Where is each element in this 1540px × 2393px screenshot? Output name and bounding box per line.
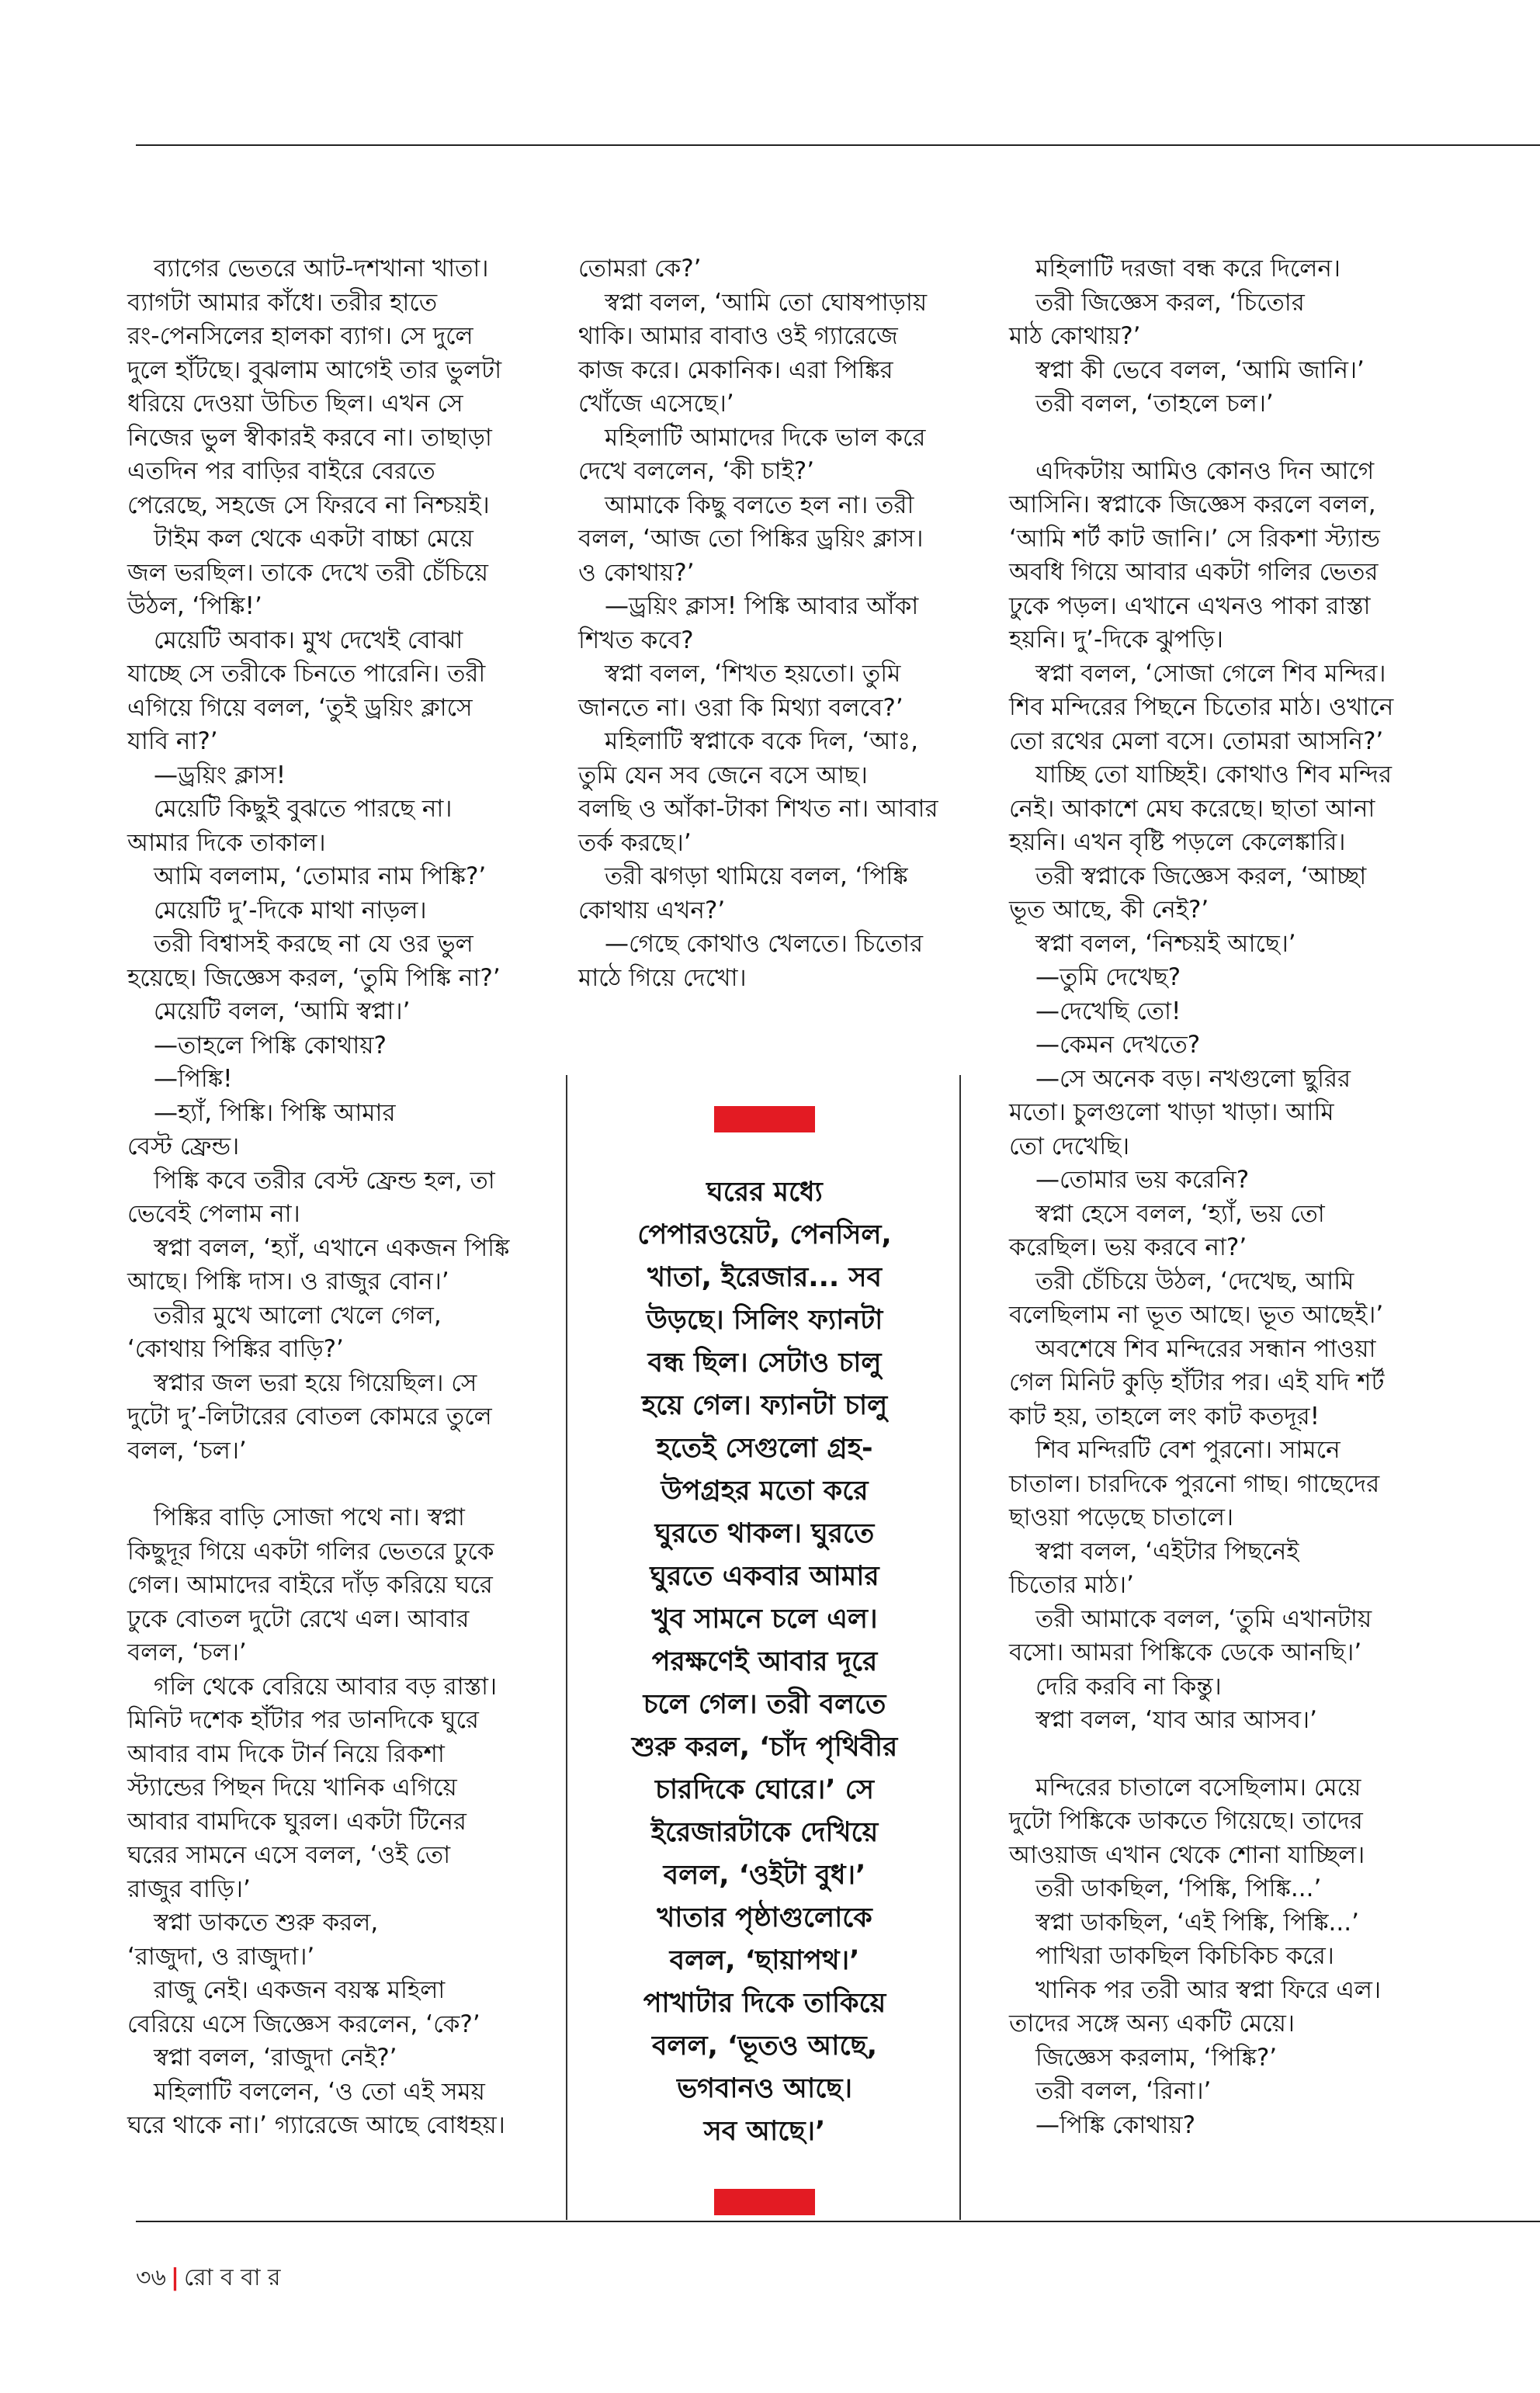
text-line: স্ট্যান্ডের পিছন দিয়ে খানিক এগিয়ে xyxy=(127,1774,457,1802)
text-line: রং-পেনসিলের হালকা ব্যাগ। সে দুলে xyxy=(127,322,473,350)
text-line: অবশেষে শিব মন্দিরের সন্ধান পাওয়া xyxy=(1035,1334,1376,1363)
text-line: ব্যাগটা আমার কাঁধে। তরীর হাতে xyxy=(127,288,438,317)
text-line: অবধি গিয়ে আবার একটা গলির ভেতর xyxy=(1009,558,1379,586)
text-line: যাচ্ছি তো যাচ্ছিই। কোথাও শিব মন্দির xyxy=(1035,761,1393,789)
text-line: টাইম কল থেকে একটা বাচ্চা মেয়ে xyxy=(154,525,473,553)
text-line: রাজুর বাড়ি।’ xyxy=(127,1875,251,1903)
text-line: স্বপ্না ডাকছিল, ‘এই পিঙ্কি, পিঙ্কি...’ xyxy=(1035,1908,1359,1937)
text-line: আবার বামদিকে ঘুরল। একটা টিনের xyxy=(127,1807,467,1836)
pull-quote xyxy=(578,1106,951,2215)
text-line: কাট হয়, তাহলে লং কাট কতদূর! xyxy=(1009,1402,1320,1431)
text-line: শিব মন্দিরটি বেশ পুরনো। সামনে xyxy=(1035,1436,1341,1464)
text-line: —ড্রয়িং ক্লাস! xyxy=(154,761,286,789)
text-column-3 xyxy=(1009,252,1537,2142)
text-line: পাখিরা ডাকছিল কিচিকিচ করে। xyxy=(1035,1942,1334,1970)
text-line: চাতাল। চারদিকে পুরনো গাছ। গাছেদের xyxy=(1009,1469,1380,1498)
text-line: কিছুদূর গিয়ে একটা গলির ভেতরে ঢুকে xyxy=(127,1537,494,1566)
text-column-2 xyxy=(578,252,943,995)
text-line: ঢুকে বোতল দুটো রেখে এল। আবার xyxy=(127,1604,470,1633)
pull-quote-line: ঘুরতে থাকল। ঘুরতে xyxy=(654,1518,875,1549)
text-line: জানতে না। ওরা কি মিথ্যা বলবে?’ xyxy=(578,693,904,722)
text-line: শিব মন্দিরের পিছনে চিতোর মাঠ। ওখানে xyxy=(1009,693,1394,721)
text-line: বলছি ও আঁকা-টাকা শিখত না। আবার xyxy=(578,795,938,823)
text-line: যাবি না?’ xyxy=(127,727,218,755)
column-divider-left xyxy=(566,1075,567,2220)
text-line: তরী আমাকে বলল, ‘তুমি এখানটায় xyxy=(1035,1604,1372,1633)
text-line: দেখে বললেন, ‘কী চাই?’ xyxy=(578,457,815,485)
text-line: —গেছে কোথাও খেলতে। চিতোর xyxy=(605,930,924,958)
text-line: শিখত কবে? xyxy=(578,626,694,654)
text-line: এতদিন পর বাড়ির বাইরে বেরতে xyxy=(127,457,435,485)
text-line: গলি থেকে বেরিয়ে আবার বড় রাস্তা। xyxy=(154,1672,498,1701)
text-line: মেয়েটি দু’-দিকে মাথা নাড়ল। xyxy=(154,896,427,924)
pull-quote-line: ঘুরতে একবার আমার xyxy=(650,1561,879,1592)
text-line: এগিয়ে গিয়ে বলল, ‘তুই ড্রয়িং ক্লাসে xyxy=(127,693,473,722)
text-line: বসো। আমরা পিঙ্কিকে ডেকে আনছি।’ xyxy=(1009,1639,1362,1666)
text-line: আওয়াজ এখান থেকে শোনা যাচ্ছিল। xyxy=(1009,1840,1365,1869)
text-column-1 xyxy=(127,252,523,2143)
text-line: ‘কোথায় পিঙ্কির বাড়ি?’ xyxy=(127,1335,344,1363)
text-line: —তাহলে পিঙ্কি কোথায়? xyxy=(154,1031,387,1060)
text-line: মন্দিরের চাতালে বসেছিলাম। মেয়ে xyxy=(1035,1773,1361,1802)
text-line: মহিলাটি স্বপ্নাকে বকে দিল, ‘আঃ, xyxy=(605,727,918,755)
text-line: —পিঙ্কি কোথায়? xyxy=(1035,2110,1196,2139)
text-line: মহিলাটি আমাদের দিকে ভাল করে xyxy=(605,423,926,452)
text-line: জল ভরছিল। তাকে দেখে তরী চেঁচিয়ে xyxy=(127,558,488,587)
text-line: —তুমি দেখেছ? xyxy=(1035,963,1181,991)
pull-quote-line: চারদিকে ঘোরে।’ সে xyxy=(654,1774,875,1805)
text-line: থাকি। আমার বাবাও ওই গ্যারেজে xyxy=(578,322,898,350)
text-line: গেল। আমাদের বাইরে দাঁড় করিয়ে ঘরে xyxy=(127,1571,493,1599)
text-line: মহিলাটি দরজা বন্ধ করে দিলেন। xyxy=(1035,255,1341,283)
text-line: স্বপ্না বলল, ‘এইটার পিছনেই xyxy=(1035,1537,1299,1566)
text-line: মিনিট দশেক হাঁটার পর ডানদিকে ঘুরে xyxy=(127,1706,479,1734)
text-line: যাচ্ছে সে তরীকে চিনতে পারেনি। তরী xyxy=(127,660,486,688)
text-line: বলল, ‘চল।’ xyxy=(127,1639,247,1666)
pull-quote-line: ইরেজারটাকে দেখিয়ে xyxy=(650,1817,879,1848)
text-line: নিজের ভুল স্বীকারই করবে না। তাছাড়া xyxy=(127,423,492,452)
text-line: ভেবেই পেলাম না। xyxy=(127,1200,300,1228)
text-line: ধরিয়ে দেওয়া উচিত ছিল। এখন সে xyxy=(127,390,463,418)
text-line: স্বপ্না কী ভেবে বলল, ‘আমি জানি।’ xyxy=(1035,355,1365,384)
text-line: হয়নি। দু’-দিকে ঝুপড়ি। xyxy=(1009,626,1223,654)
text-line: দুটো দু’-লিটারের বোতল কোমরে তুলে xyxy=(127,1403,492,1431)
pull-quote-line: হতেই সেগুলো গ্রহ- xyxy=(656,1433,873,1464)
pull-quote-text xyxy=(578,1171,951,2153)
text-line: বলল, ‘আজ তো পিঙ্কির ড্রয়িং ক্লাস। xyxy=(578,525,924,553)
text-line: —হ্যাঁ, পিঙ্কি। পিঙ্কি আমার xyxy=(154,1098,396,1127)
text-line: ‘রাজুদা, ও রাজুদা।’ xyxy=(127,1942,315,1971)
text-line: তরী জিজ্ঞেস করল, ‘চিতোর xyxy=(1035,288,1305,317)
pull-quote-top-bar xyxy=(714,1106,815,1132)
text-line: তরীর মুখে আলো খেলে গেল, xyxy=(154,1301,442,1330)
text-line: তো রথের মেলা বসে। তোমরা আসনি?’ xyxy=(1009,727,1384,755)
text-line: উঠল, ‘পিঙ্কি!’ xyxy=(127,592,262,620)
text-line: স্বপ্না বলল, ‘রাজুদা নেই?’ xyxy=(154,2044,397,2072)
text-line: মেয়েটি কিছুই বুঝতে পারছে না। xyxy=(154,795,453,823)
text-line: আসিনি। স্বপ্নাকে জিজ্ঞেস করলে বলল, xyxy=(1009,491,1376,518)
text-line: স্বপ্না বলল, ‘আমি তো ঘোষপাড়ায় xyxy=(605,288,928,317)
text-line: স্বপ্নার জল ভরা হয়ে গিয়েছিল। সে xyxy=(154,1368,477,1397)
text-line: খোঁজে এসেছে।’ xyxy=(578,390,734,418)
text-line: রাজু নেই। একজন বয়স্ক মহিলা xyxy=(154,1976,446,2004)
pull-quote-line: খুব সামনে চলে এল। xyxy=(651,1604,878,1635)
pull-quote-line: বলল, ‘ভূতও আছে, xyxy=(651,2031,878,2062)
pull-quote-line: পেপারওয়েট, পেনসিল, xyxy=(637,1219,892,1250)
text-line: দেরি করবি না কিন্তু। xyxy=(1035,1672,1222,1701)
text-line: করেছিল। ভয় করবে না?’ xyxy=(1009,1233,1247,1261)
text-line: স্বপ্না বলল, ‘যাব আর আসব।’ xyxy=(1035,1706,1317,1734)
pull-quote-line: চলে গেল। তরী বলতে xyxy=(643,1689,886,1720)
text-line: বলেছিলাম না ভূত আছে। ভূত আছেই।’ xyxy=(1009,1301,1384,1329)
text-line: হয়নি। এখন বৃষ্টি পড়লে কেলেঙ্কারি। xyxy=(1009,828,1346,856)
text-line: স্বপ্না বলল, ‘সোজা গেলে শিব মন্দির। xyxy=(1035,659,1386,688)
text-line: দুলে হাঁটছে। বুঝলাম আগেই তার ভুলটা xyxy=(127,355,502,384)
text-line: স্বপ্না ডাকতে শুরু করল, xyxy=(154,1909,379,1937)
text-line: হয়েছে। জিজ্ঞেস করল, ‘তুমি পিঙ্কি না?’ xyxy=(127,963,501,992)
text-line: এদিকটায় আমিও কোনও দিন আগে xyxy=(1035,456,1375,485)
pull-quote-line: শুরু করল, ‘চাঁদ পৃথিবীর xyxy=(631,1732,898,1763)
text-line: মেয়েটি বলল, ‘আমি স্বপ্না।’ xyxy=(154,997,411,1025)
text-line: আছে। পিঙ্কি দাস। ও রাজুর বোন।’ xyxy=(127,1268,449,1295)
text-line: নেই। আকাশে মেঘ করেছে। ছাতা আনা xyxy=(1009,794,1375,823)
text-line: পিঙ্কির বাড়ি সোজা পথে না। স্বপ্না xyxy=(154,1503,465,1531)
text-line: আমাকে কিছু বলতে হল না। তরী xyxy=(605,491,914,519)
text-line: তরী ঝগড়া থামিয়ে বলল, ‘পিঙ্কি xyxy=(605,862,908,890)
top-rule xyxy=(136,144,1540,146)
text-line: তরী চেঁচিয়ে উঠল, ‘দেখেছ, আমি xyxy=(1035,1267,1354,1295)
text-line: স্বপ্না বলল, ‘শিখত হয়তো। তুমি xyxy=(605,660,901,688)
pull-quote-line: ভগবানও আছে। xyxy=(676,2073,853,2104)
text-line: ছাওয়া পড়েছে চাতালে। xyxy=(1009,1503,1234,1531)
text-line: তরী স্বপ্নাকে জিজ্ঞেস করল, ‘আচ্ছা xyxy=(1035,862,1367,890)
pull-quote-bottom-bar xyxy=(714,2189,815,2215)
text-line: ‘আমি শর্ট কাট জানি।’ সে রিকশা স্ট্যান্ড xyxy=(1009,524,1380,553)
text-line: পেরেছে, সহজে সে ফিরবে না নিশ্চয়ই। xyxy=(127,491,490,519)
text-line: —পিঙ্কি! xyxy=(154,1065,233,1093)
text-line: ঘরে থাকে না।’ গ্যারেজে আছে বোধহয়। xyxy=(127,2111,505,2139)
text-line: —দেখেছি তো! xyxy=(1035,997,1181,1025)
text-line: ভূত আছে, কী নেই?’ xyxy=(1009,896,1209,924)
text-line: —কেমন দেখতে? xyxy=(1035,1031,1201,1059)
text-line: —সে অনেক বড়। নখগুলো ছুরির xyxy=(1035,1064,1351,1093)
text-line: ঘরের সামনে এসে বলল, ‘ওই তো xyxy=(127,1841,451,1869)
text-line: স্বপ্না হেসে বলল, ‘হ্যাঁ, ভয় তো xyxy=(1035,1199,1325,1228)
text-line: —ড্রয়িং ক্লাস! পিঙ্কি আবার আঁকা xyxy=(605,592,919,620)
pull-quote-line: হয়ে গেল। ফ্যানটা চালু xyxy=(641,1390,888,1421)
pull-quote-line: বলল, ‘ওইটা বুধ।’ xyxy=(663,1860,866,1891)
text-line: তো দেখেছি। xyxy=(1009,1132,1130,1160)
pull-quote-line: উড়ছে। সিলিং ফ্যানটা xyxy=(646,1305,883,1336)
pull-quote-line: সব আছে।’ xyxy=(703,2116,826,2147)
footer-separator: | xyxy=(171,2264,179,2291)
text-line: মহিলাটি বললেন, ‘ও তো এই সময় xyxy=(154,2077,485,2106)
text-line: বলল, ‘চল।’ xyxy=(127,1436,247,1465)
text-line: মতো। চুলগুলো খাড়া খাড়া। আমি xyxy=(1009,1098,1334,1126)
text-line: গেল মিনিট কুড়ি হাঁটার পর। এই যদি শর্ট xyxy=(1009,1368,1385,1396)
text-line: তরী বলল, ‘তাহলে চল।’ xyxy=(1035,390,1274,418)
pull-quote-line: উপগ্রহর মতো করে xyxy=(661,1476,869,1507)
text-line: ঢুকে পড়ল। এখানে এখনও পাকা রাস্তা xyxy=(1009,591,1371,620)
text-line: জিজ্ঞেস করলাম, ‘পিঙ্কি?’ xyxy=(1035,2043,1278,2072)
pull-quote-line: বন্ধ ছিল। সেটাও চালু xyxy=(647,1347,882,1379)
text-line: তোমরা কে?’ xyxy=(578,255,702,283)
column-divider-right xyxy=(959,1075,961,2220)
text-line: পিঙ্কি কবে তরীর বেস্ট ফ্রেন্ড হল, তা xyxy=(154,1166,495,1195)
text-line: বেস্ট ফ্রেন্ড। xyxy=(127,1132,240,1160)
text-line: কাজ করে। মেকানিক। এরা পিঙ্কির xyxy=(578,355,893,384)
pull-quote-line: খাতা, ইরেজার... সব xyxy=(647,1262,882,1293)
magazine-name: রো ব বা র xyxy=(183,2264,281,2291)
text-line: তরী ডাকছিল, ‘পিঙ্কি, পিঙ্কি...’ xyxy=(1035,1875,1322,1902)
text-line: খানিক পর তরী আর স্বপ্না ফিরে এল। xyxy=(1035,1975,1382,2004)
text-line: দুটো পিঙ্কিকে ডাকতে গিয়েছে। তাদের xyxy=(1009,1807,1363,1835)
text-line: তাদের সঙ্গে অন্য একটি মেয়ে। xyxy=(1009,2010,1295,2038)
text-line: আবার বাম দিকে টার্ন নিয়ে রিকশা xyxy=(127,1739,445,1768)
page-number: ৩৬ xyxy=(136,2264,167,2291)
text-line: তুমি যেন সব জেনে বসে আছ। xyxy=(578,761,868,789)
text-line: ব্যাগের ভেতরে আট-দশখানা খাতা। xyxy=(154,255,489,283)
pull-quote-line: পরক্ষণেই আবার দূরে xyxy=(651,1646,878,1677)
text-line: স্বপ্না বলল, ‘হ্যাঁ, এখানে একজন পিঙ্কি xyxy=(154,1233,510,1262)
text-line: ও কোথায়?’ xyxy=(578,558,695,587)
pull-quote-line: খাতার পৃষ্ঠাগুলোকে xyxy=(657,1902,872,1933)
text-line: আমি বললাম, ‘তোমার নাম পিঙ্কি?’ xyxy=(154,862,487,890)
pull-quote-line: বলল, ‘ছায়াপথ।’ xyxy=(669,1945,860,1976)
text-line: কোথায় এখন?’ xyxy=(578,896,726,924)
text-line: চিতোর মাঠ।’ xyxy=(1009,1571,1134,1599)
text-line: মাঠ কোথায়?’ xyxy=(1009,322,1141,350)
text-line: বেরিয়ে এসে জিজ্ঞেস করলেন, ‘কে?’ xyxy=(127,2010,480,2038)
text-line: —তোমার ভয় করেনি? xyxy=(1035,1166,1250,1194)
text-line: আমার দিকে তাকাল। xyxy=(127,828,326,857)
bottom-rule xyxy=(136,2221,1540,2222)
text-line: তরী বলল, ‘রিনা।’ xyxy=(1035,2077,1212,2105)
text-line: তর্ক করছে।’ xyxy=(578,828,692,857)
text-line: স্বপ্না বলল, ‘নিশ্চয়ই আছে।’ xyxy=(1035,929,1296,958)
text-line: মেয়েটি অবাক। মুখ দেখেই বোঝা xyxy=(154,626,463,654)
pull-quote-line: পাখাটার দিকে তাকিয়ে xyxy=(643,1988,886,2019)
page-footer xyxy=(136,2259,281,2298)
pull-quote-line: ঘরের মধ্যে xyxy=(706,1177,823,1208)
text-line: মাঠে গিয়ে দেখো। xyxy=(578,963,747,992)
text-line: তরী বিশ্বাসই করছে না যে ওর ভুল xyxy=(154,930,473,958)
